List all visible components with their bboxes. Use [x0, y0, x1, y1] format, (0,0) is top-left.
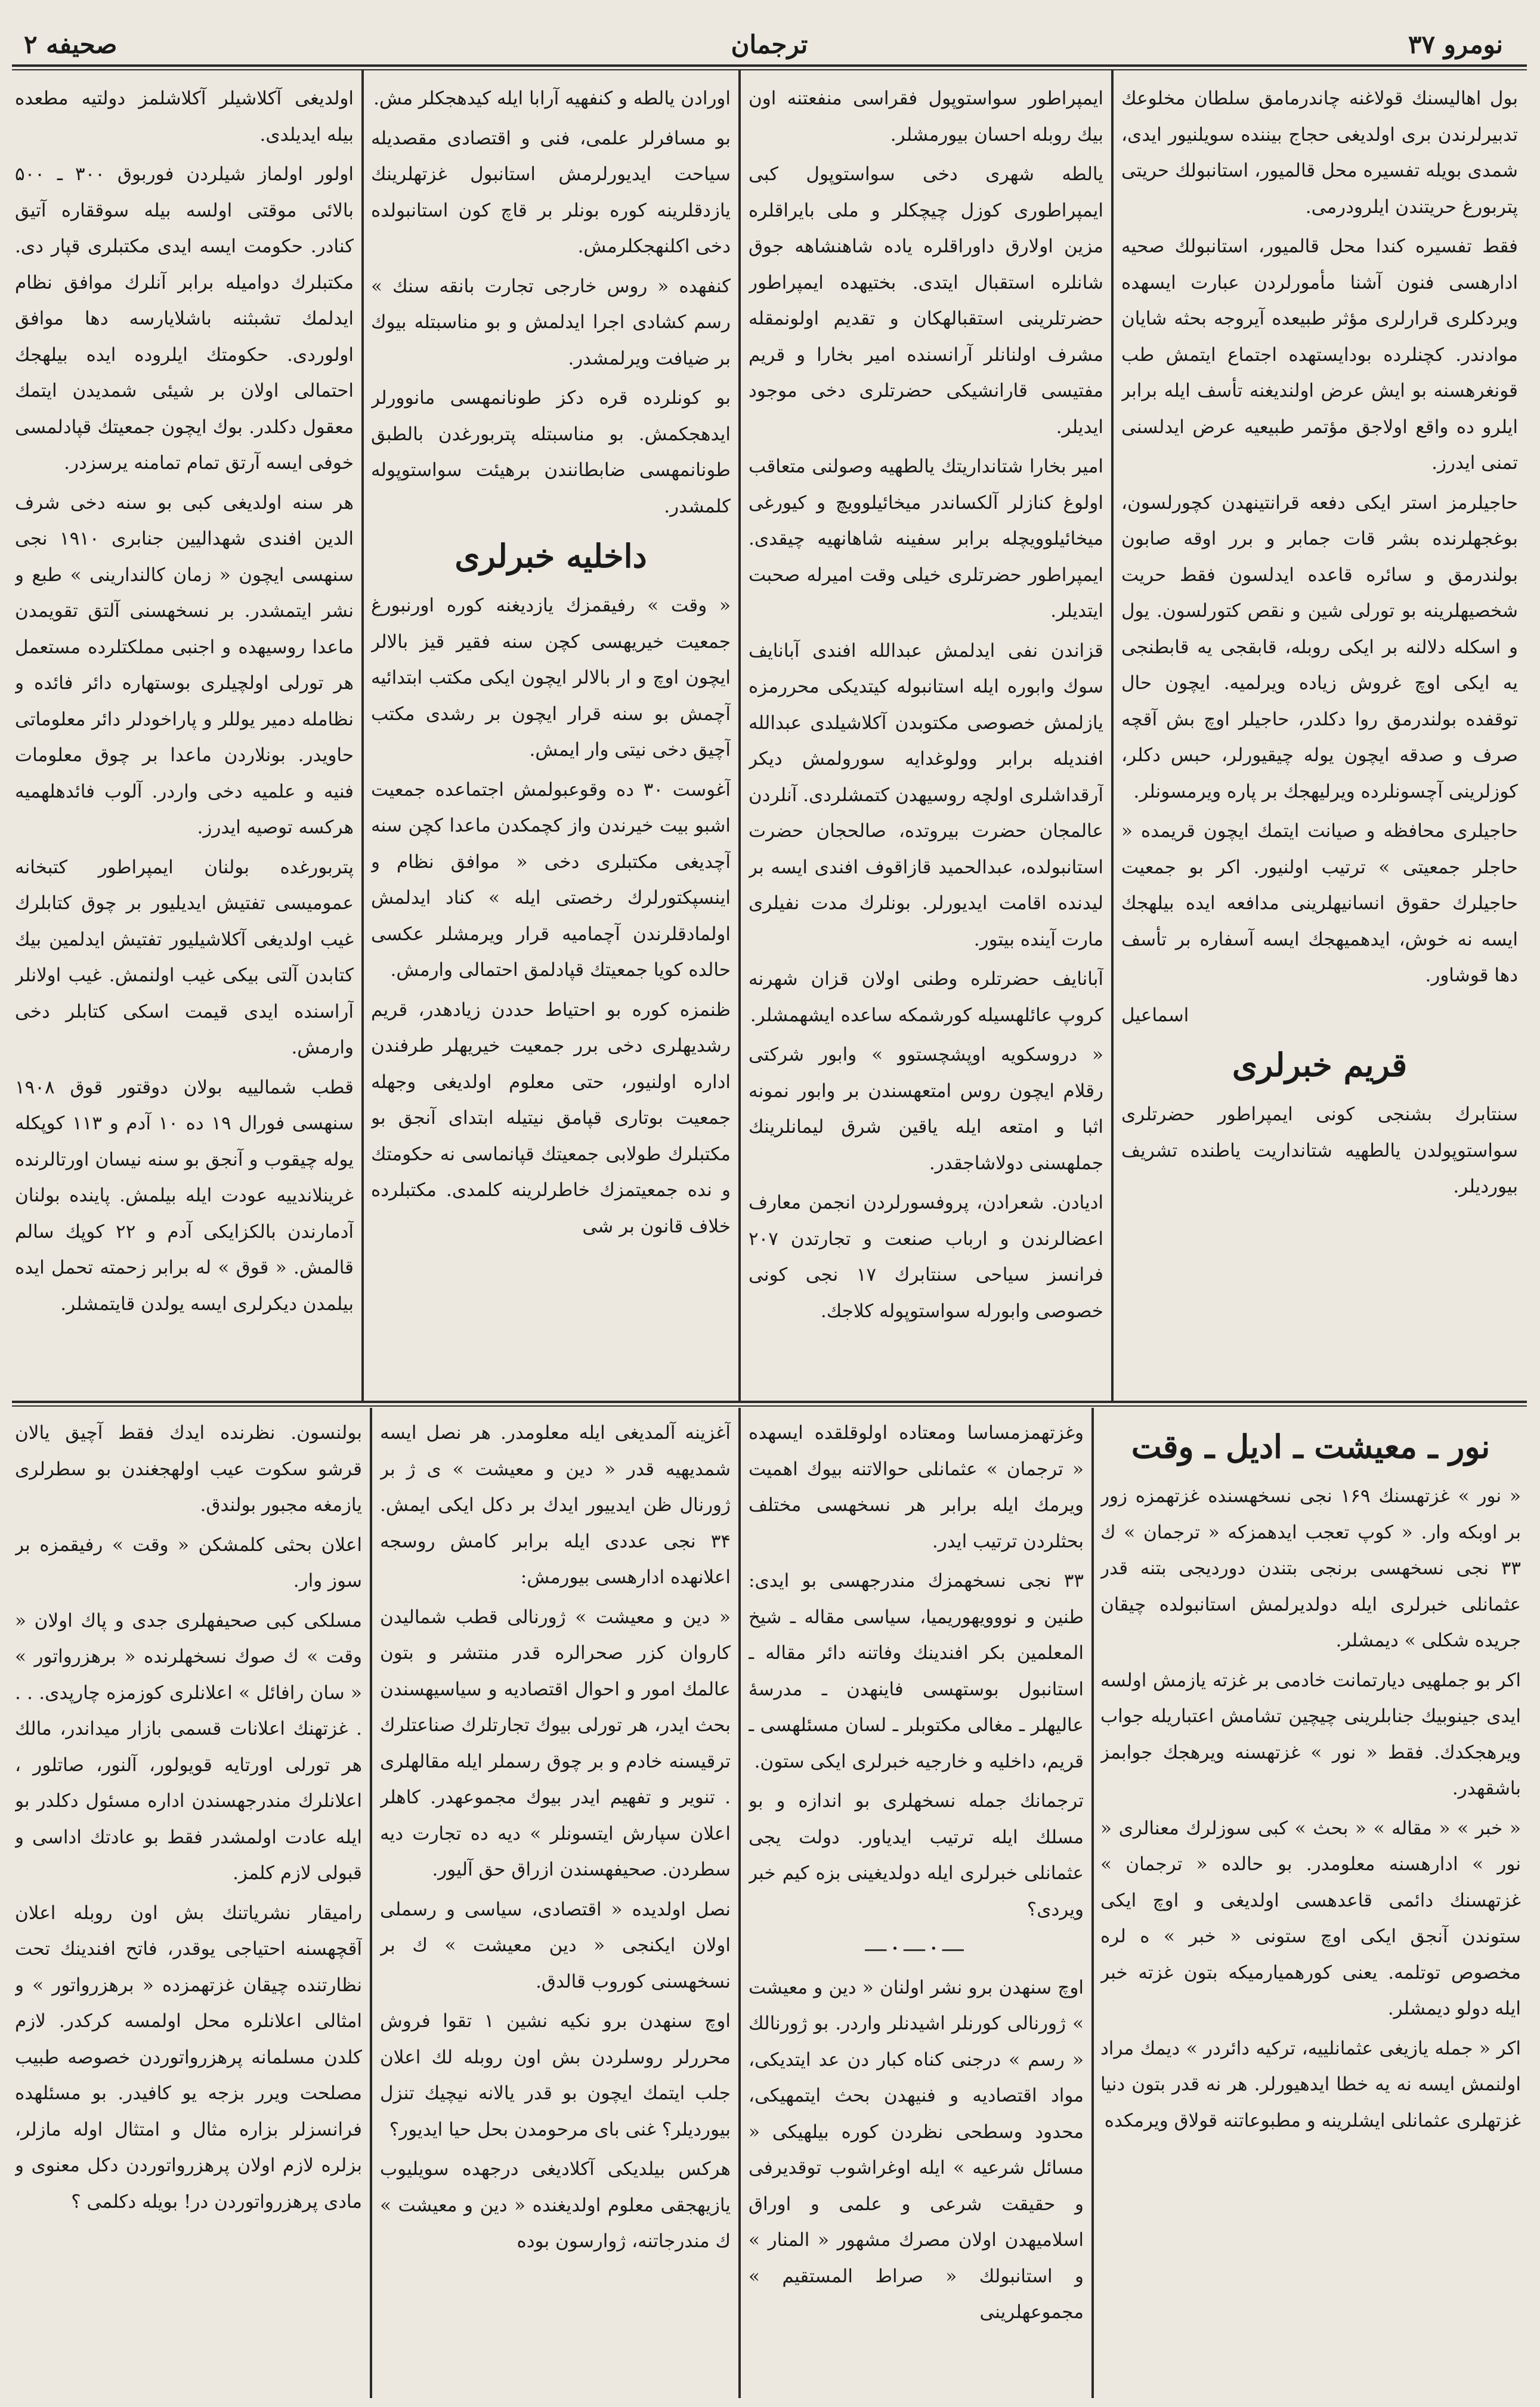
news-item: هر سنه اولدیغی کبی بو سنه دخی شرف الدین افندی شهدالیین جنابری ۱۹۱۰ نجی سنهسی ایچون « زمان کالندارینی » طبع و نشر ایتمشدر. بر نسخهسنی آلتق تقویمدن ماعدا روسیهده و اجنبی مملکتلرده مستعمل هر تورلی اولچیلری بوستهاره دائر فائده و نظامله دمیر یوللر و پاراخودلر دائر معلوماتی حاویدر. بونلاردن ماعدا بر چوق معلومات فنیه و علمیه دخی واردر. آلوب فائدهلهمیه هرکسه توصیه ایدرز. [15, 492, 354, 838]
header-rule-thin [12, 69, 1527, 70]
paragraph: ترجمانك جمله نسخهلری بو اندازه و بو مسلك ایله ترتیب ایدیاور. دولت یجی عثمانلی خبرلری ایله دولدیغینی بزه کیم خبر ویردی؟ [749, 1790, 1084, 1920]
paragraph: « خبر » « مقاله » « بحث » کبی سوزلرك معنالری « نور » ادارهسنه معلومدر. بو حالده « ترجمان » غزتهسنك دائمی قاعدهسی اولدیغی و اوچ ایکی ستوندن آنجق ایکی اوچ ستونی « خبر » ه لره مخصوص توتلمه. یعنی کورهمیارمیکه بتون غزته خبر ایله دولو دیمشلر. [1100, 1817, 1521, 2019]
bottom-column-4 [15, 1415, 362, 2396]
issue-number: نومرو ۳۷ [1408, 30, 1503, 59]
news-item: اولور اولماز شیلردن فوربوق ۳۰۰ ـ ۵۰۰ بالائی موقتی اولسه بیله سوققاره آتیق کنادر. حکومت ایسه ایدی مکتبلری قپار دی. مکتبلرك دوامیله برابر آنلرك موافق نظام ایدلمك تشبثنه باشلایارسه دها موافق اولوردی. حکومتك ایلروده ایده بیلهجك احتمالی اولان بر شیئی شمدیدن ایتمك معقول دکلدر. بوك ایچون جمعیتك قپادلمسی خوفی ایسه آرتق تمام تمامنه یرسزدر. [15, 163, 354, 474]
column-4 [15, 81, 354, 1396]
paragraph: آغزینه آلمدیغی ایله معلومدر. هر نصل ایسه شمدیهیه قدر « دین و معیشت » ی ژ بر ژورنال ظن ایدییور ایدك بر دکل ایکی ایمش. ۳۴ نجی عددی ایله برابر کامش روسجه اعلانهده ادارهسی بیورمش: [380, 1422, 731, 1588]
masthead [12, 24, 1527, 66]
paragraph: سنتابرك بشنجی کونی ایمپراطور حضرتلری سواستوپولدن یالطهیه شتانداریت یاطنده تشریف بیوردیلر. [1121, 1104, 1518, 1197]
paragraph: وغزتهمزمساسا ومعتاده اولوقلقده ایسهده « ترجمان » عثمانلی حوالاتنه بیوك اهمیت ویرمك ایله برابر هر نسخهسی مختلف بحثلردن ترتیب ایدر. [749, 1422, 1084, 1552]
paragraph: حاجیلرمز استر ایکی دفعه قرانتینهدن کچورلسون، بوغجهلرنده بشر قات جمابر و برر اوقه صابون بولندرمق و سائره قاعده ایدلسون فقط حریت شخصیهلرینه بو تورلی شین و نقص کتورلسون. یول و اسکله دلالنه بر ایکی روبله، قابقجی یه قابطنجی یه ایکی اوچ غروش زیاده ویرلمیه. ایچون حال توقفده بولندرمق روا دکلدر، حاجیلر اوچ بش آقچه صرف و صدقه ایچون یوله چیقیورلر، حبس دکلر، کوزلرینی آچسونلرده ویرلیهجك بر پاره ویرمسونلر. [1121, 492, 1518, 802]
bottom-column-2 [749, 1415, 1084, 2396]
section-heading: داخلیه خبرلری [454, 537, 647, 575]
news-item: « دروسکویه اوپشچستوو » وابور شرکتی رقلام ایچون روس امتعهسندن بر وابور نمونه اثبا و امتعه ایله یاقین شرق لیمانلرینك جملهسنی دولاشاجقدر. [749, 1044, 1103, 1174]
paragraph: ۳۳ نجی نسخهمزك مندرجهسی بو ایدی: طنین و نووویهوریمیا، سیاسی مقاله ـ شیخ المعلمین بکر افندینك وفاتنه دائر مقاله ـ استانبول بوستهسی فاینهدن ـ مدرسهٔ عالیهلر ـ مغالی مکتوبلر ـ لسان مسئلهسی ـ قریم، داخلیه و خارجیه خبرلری ایکی ستون. [749, 1570, 1084, 1772]
news-item: « وقت » رفیقمزك یازدیغنه کوره اورنبورغ جمعیت خیریهسی کچن سنه فقیر قیز بالالر ایچون اوچ و ار بالالر ایچون ایکی مکتب ابتدائیه آچمش بو سنه قرار ایچون بر رشدی مکتب آچیق دخی نیتی وار ایمش. [371, 595, 731, 761]
paragraph: بول اهالیسنك قولاغنه چاندرمامق سلطان مخلوعك تدبیرلرندن بری اولدیغی حجاج بیننده سویلنیور ایدی، شمدی بویله تفسیره محل قالمیور، استانبولك حریتی پتربورغ حریتندن ایلرودرمی. [1121, 88, 1518, 218]
news-item: بو کونلرده قره دکز طونانمهسی مانوورلر ایدهجکمش. بو مناسبتله پتربورغدن بالطبق طونانمهسی ضابطانندن برهیئت سواستوپوله کلمشدر. [371, 387, 731, 517]
news-item: امیر بخارا شتانداریتك یالطهیه وصولنی متعاقب اولوغ کنازلر آلکساندر میخائیلوویچ و کیورغی میخائیلوویچله برابر سفینه شاهانهیه چیقدی. ایمپراطور حضرتلری خیلی وقت امیرله صحبت ایتدیلر. [749, 456, 1103, 622]
column-rule [1091, 1408, 1094, 2398]
news-item: آبانایف حضرتلره وطنی اولان قزان شهرنه کروپ عائلهسیله کورشمکه ساعده ایشهمشلر. [749, 968, 1103, 1026]
news-item: یالطه شهری دخی سواستوپول کبی ایمپراطوری کوزل چیچکلر و ملی بایراقلره مزین اولارق داوراقلره یاده شاهنشاهه جوق شانلره استقبال ایتدی. بختیهده ایمپراطور حضرتلرینی استقبالهکان و تقدیم اولونمقله مشرف اولنانلر آرانسنده امیر بخارا و قریم مفتیسی قارانشیکی حضرتلری دخی موجود ایدیلر. [749, 163, 1103, 438]
section-heading: نور ـ معیشت ـ ادیل ـ وقت [1131, 1427, 1490, 1466]
column-2 [749, 81, 1103, 1396]
newspaper-title: ترجمان [731, 30, 808, 59]
paragraph: « نور » غزتهسنك ۱۶۹ نجی نسخهسنده غزتهمزه زور بر اوبکه وار. « کوپ تعجب ایدهمزکه « ترجمان » ك ۳۳ نجی نسخهسی برنجی بتندن دوردیجی بتنه قدر عثمانلی خبرلری ایله دولدیرلمش استانبولده چیقان جریده شکلی » دیمشلر. [1100, 1485, 1521, 1651]
news-item: کنفهده « روس خارجی تجارت بانقه سنك » رسم کشادی اجرا ایدلمش و بو مناسبتله بیوك بر ضیافت ویرلمشدر. [371, 275, 731, 369]
page-number: صحيفه ۲ [24, 30, 117, 59]
paragraph: بولنسون. نظرنده ایدك فقط آچیق یالان قرشو سکوت عیب اولهجغندن بو سطرلری یازمغه مجبور بولندق. [15, 1422, 362, 1516]
paragraph: اوچ سنهدن برو نکیه نشین ۱ تقوا فروش محررلر روسلردن بش اون روبله لك اعلان جلب ایتمك ایچون بو قدر یالانه نیچیك تنزل بیورديلر؟ غنی بای مرحومدن بحل حیا ایدیور؟ [380, 2010, 731, 2140]
news-item: آغوست ۳۰ ده وقوعبولمش اجتماعده جمعیت اشبو بیت خیرندن واز کچمکدن ماعدا کچن سنه آچدیغی مکتبلری دخی « موافق نظام و اینسپکتورلرك رخصتی ایله » کناد ایدلمش اولمادقلرندن آچمامیه قرار ویرمشلر عکسی حالده کویا جمعیتك قپادلمق احتمالی وارمش. [371, 778, 731, 981]
section-heading: قريم خبرلری [1232, 1046, 1408, 1084]
paragraph: نصل اولدیده « اقتصادی، سیاسی و رسملی اولان ایکنجی « دین معیشت » ك بر نسخهسنی کوروب قالدق. [380, 1898, 731, 1992]
paragraph: مسلکی کبی صحیفهلری جدی و پاك اولان « وقت » ك صوك نسخهلرنده « برهزرواتور » « سان رافائل » اعلانلری کوزمزه چارپدی. . . . غزتهنك اعلانات قسمی بازار میداندر، مالك هر تورلی اورتایه قویولور، آلنور، صاتلور ، اعلانلرك مندرجهسندن اداره مسئول دکلدر بو ایله عادت اولمشدر فقط بو عادتك اداسی و قبولی لازم کلمز. [15, 1609, 362, 1884]
header-rule [12, 64, 1527, 67]
section-divider-thin [12, 1405, 1527, 1407]
column-1 [1121, 81, 1518, 1396]
column-rule [370, 1408, 372, 2398]
news-item: اولدیغی آکلاشیلر آکلاشلمز دولتیه مطعده بیله ایدیلدی. [15, 88, 354, 146]
paragraph: اکر بو جملهیی دیارتمانت خادمی بر غزته یازمش اولسه ایدی جینوبیك جنابلرینی چیچین تشامش اعتباریله جواب ویرهجکدك. فقط « نور » غزتهسنه ویرهجك جوابمز باشقهدر. [1100, 1669, 1521, 1799]
paragraph: « دین و معیشت » ژورنالی قطب شمالیدن کاروان کزر صحرالره قدر منتشر و بتون عالمك امور و احوال اقتصادیه و سیاسیهسندن بحث ایدر، هر تورلی بیوك تجارتلرك صناعتلرك ترقیسنه خادم و بر چوق رسملر ایله مقالهلری . تنویر و تفهیم ایدر بیوك مجموعهدر. کاهلر اعلان سپارش ایتسونلر » دیه ده تجارت دیه سطردن. صحیفهسندن ازراق حق آلیور. [380, 1606, 731, 1880]
news-item: ایمپراطور سواستوپول فقراسی منفعتنه اون بیك روبله احسان بیورمشلر. [749, 88, 1103, 146]
paragraph: حاجیلری محافظه و صیانت ایتمك ایچون قریمده « حاجلر جمعیتی » ترتیب اولنیور. اکر بو جمعیت حاجیلرك حقوق انسانیهلرینی مدافعه ایده بیلهجك ایسه نه خوش، ایدهمیهجك ایسه آسفاره بر تأسف دها قوشاور. [1121, 820, 1518, 986]
news-item: پتربورغده بولنان ایمپراطور کتبخانه عمومیسی تفتیش ایدیلیور بر چوق کتابلرك غیب اولدیغی آکلاشیلیور تفتیش ایدلمین بیك کتابدن آلتی بیکی غیب اولنمش. غیب اولانلر آراسنده ایدی قیمت اسکی کتابلر دخی وارمش. [15, 856, 354, 1058]
news-item: اورادن یالطه و کنفهیه آرابا ایله کیدهجکلر مش. [373, 88, 731, 109]
column-rule [738, 70, 741, 1401]
news-item: ادیادن. شعرادن، پروفسورلردن انجمن معارف اعضالرندن و ارباب صنعت و تجارتدن ۲۰۷ فرانسز سیاحی سنتابرك ۱۷ نجی کونی خصوصی وابورله سواستوپوله کلاجك. [749, 1192, 1103, 1322]
paragraph: هرکس بیلدیکی آکلادیغی درجهده سویلیوب یازیهجقی معلوم اولدیغنده « دین و معیشت » ك مندرجاتنه، ژوارسون بوده [380, 2158, 731, 2252]
paragraph: رامیقار نشریاتنك بش اون روبله اعلان آقچهسنه احتیاجی یوقدر، فاتح افندینك تحت نظارتنده چیقان غزتهمزده « برهزرواتور » و امثالی اعلانلره محل اولمسه کرکدر. لازم کلدن مسلمانه پرهزرواتوردن خصوصه طبیب مصلحت ویرر بزجه یو کافیدر. بو مسئلهده فرانسزلر بزاره مثال و امتثال اوله مازلر، بزلره لازم اولان پرهزرواتوردن دکل معنوی و مادی پرهزرواتوردن در! بویله دکلمی ؟ [15, 1902, 362, 2213]
column-3 [371, 81, 731, 1396]
news-item: بو مسافرلر علمی، فنی و اقتصادی مقصدیله سیاحت ایدیورلرمش استانبول غزتهلرینك یازدقلرینه کوره بونلر بر قاچ کون استانبولده دخی اکلنهجکلرمش. [371, 127, 731, 257]
column-rule [1111, 70, 1114, 1401]
paragraph: اوچ سنهدن برو نشر اولنان « دین و معیشت » ژورنالی کورنلر اشیدنلر واردر. بو ژورنالك « رسم » درجنی کناه کبار دن عد ایتدیکی، مواد اقتصادیه و فنیهدن بحث ایتمهیکی، محدود وسطحی نظردن کوره بیلهیکی « مسائل شرعیه » ایله اوغراشوب توقدیرفی و حقیقت شرعی و علمی و اوراق اسلامیهدن اولان مصرك مشهور « المنار » و استانبولك « صراط المستقیم » مجموعهلرینی [749, 1976, 1084, 2323]
news-item: قزاندن نفی ایدلمش عبدالله افندی آبانایف سوك وابوره ایله استانبوله کیتدیکی محررمزه یازلمش خصوصی مکتوبدن آکلاشیلدی عبدالله افندیله برابر وولوغدایه سورولمش دیکر آرقداشلری اولچه روسیهدن کتمشلردی. آنلردن عالمجان حضرت بیروتده، صالحجان حضرت استانبولده، عبدالحمید قازاقوف افندی ایسه بر لیدنده اقامت ایدیورلر. بونلرك مدت نفیلری مارت آینده بیتور. [749, 639, 1103, 950]
bottom-column-1 [1100, 1415, 1521, 2396]
column-rule [738, 1408, 741, 2398]
author-signature: اسماعیل [1121, 1004, 1189, 1026]
news-item: ظنمزه کوره بو احتیاط حددن زیادهدر، قریم رشدیهلری دخی برر جمعیت خیریهلر طرفندن اداره اولنیور، حتی معلوم اولدیغی وجهله جمعیت بوتاری قپامق نیتیله ابتدای آنجق بو مکتبلرك طولابی جمعیتك قپانماسی نه حکومتك و نده جمعیتمزك خاطرلرینه کلمدی. مکتبلرده خلاف قانون بر شی [371, 999, 731, 1237]
separator-ornament: —·—·— [864, 1935, 969, 1963]
column-rule [361, 70, 364, 1401]
paragraph: اکر « جمله یازیغی عثمانلییه، ترکیه دائردر » دیمك مراد اولنمش ایسه نه یه خطا ایدهیورلر. هر نه قدر بتون دنیا غزتهلری عثمانلی ایشلرینه و مطبوعاتنه قولاق ویرمکده [1100, 2037, 1521, 2131]
section-divider [12, 1401, 1527, 1403]
bottom-column-3 [380, 1415, 731, 2396]
paragraph: اعلان بحثی کلمشکن « وقت » رفیقمزه بر سوز وار. [15, 1534, 362, 1592]
paragraph: فقط تفسیره کندا محل قالمیور، استانبولك صحیه ادارهسی فنون آشنا مأمورلردن عبارت ایسهده ویردکلری قرارلری مؤثر طبیعده آیروجه بحثه شایان موادندر. کچنلرده بودایستهده اجتماع ایتمش طب قونغرهسنه بو ایش عرض اولندیغنه تأسف ایله برابر ایلرو ده واقع اولاجق مؤتمر طبیعیه عرض ایدلسنی تمنی ایدرز. [1121, 236, 1518, 474]
news-item: قطب شمالییه بولان دوقتور قوق ۱۹۰۸ سنهسی فورال ۱۹ ده ۱۰ آدم و ۱۱۳ کوپکله یوله چیقوب و آنجق بو سنه نیسان اورتالرنده غرینلاندییه عودت ایله بیلمش. پاینده بولنان آدمارندن بالکزایکی آدم و ۲۲ کوپك سالم قالمش. « قوق » له برابر زحمته تحمل ایده بیلمدن دیکرلری ایسه یولدن قایتمشلر. [15, 1076, 354, 1315]
